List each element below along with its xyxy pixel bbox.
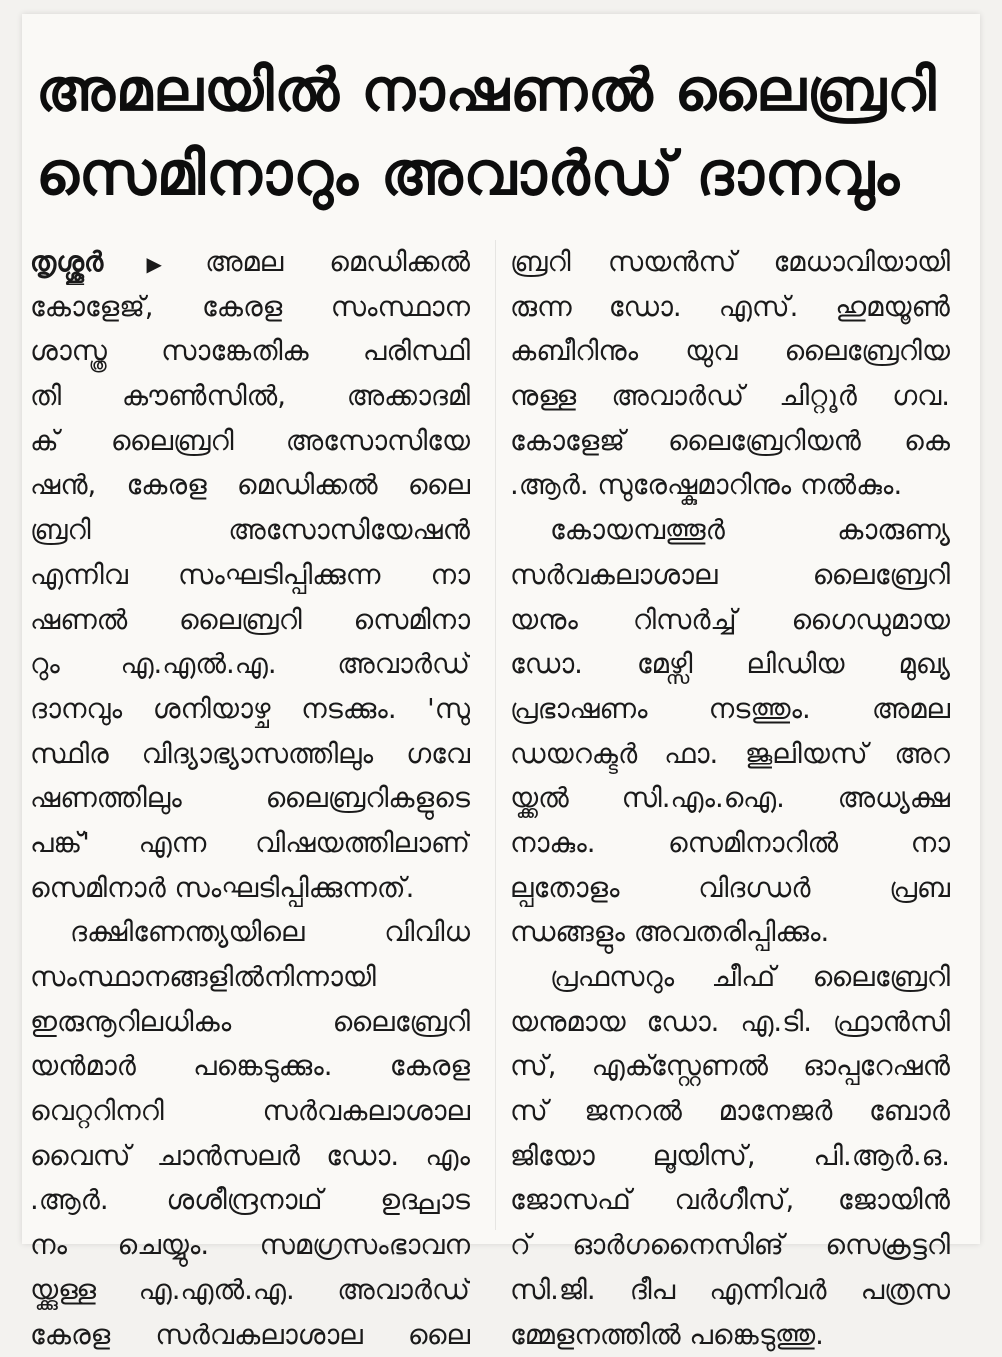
headline-line-2: സെമിനാറും അവാർഡ് ദാനവും <box>36 132 946 216</box>
paragraph-line: ഇരുനൂറിലധികം ലൈബ്രേറി <box>30 1000 470 1045</box>
paragraph-line: മ്മേളനത്തിൽ പങ്കെടുത്തു. <box>510 1313 950 1357</box>
paragraph-line: കോളേജ് ലൈബ്രേറിയൻ കെ <box>510 419 950 464</box>
paragraph-line: ദക്ഷിണേന്ത്യയിലെ വിവിധ <box>30 910 470 955</box>
paragraph-line: സ്, എക്സ്റ്റേണൽ ഓപ്പറേഷൻ <box>510 1044 950 1089</box>
paragraph-line: .ആർ. സുരേഷ്കുമാറിനും നൽകും. <box>510 463 950 508</box>
paragraph-line: ശാസ്ത്ര സാങ്കേതിക പരിസ്ഥി <box>30 329 470 374</box>
paragraph-line: റും എ.എൽ.എ. അവാർഡ് <box>30 642 470 687</box>
paragraph-line: നം ചെയ്യും. സമഗ്രസംഭാവന <box>30 1223 470 1268</box>
paragraph-line: സെമിനാർ സംഘടിപ്പിക്കുന്നത്. <box>30 866 470 911</box>
headline-line-1: അമലയിൽ നാഷണൽ ലൈബ്രറി <box>36 48 946 132</box>
paragraph-line: സി.ജി. ദീപ എന്നിവർ പത്രസ <box>510 1268 950 1313</box>
paragraph-line: എന്നിവ സംഘടിപ്പിക്കുന്ന നാ <box>30 553 470 598</box>
paragraph-line: യ്ക്കുള്ള എ.എൽ.എ. അവാർഡ് <box>30 1268 470 1313</box>
paragraph-line: പങ്ക്' എന്ന വിഷയത്തിലാണ് <box>30 821 470 866</box>
paragraph-line: കോളേജ്, കേരള സംസ്ഥാന <box>30 285 470 330</box>
paragraph-line: രുന്ന ഡോ. എസ്. ഹുമയൂൺ <box>510 285 950 330</box>
paragraph-line: യനും റിസർച്ച് ഗൈഡുമായ <box>510 598 950 643</box>
paragraph-line: നാകും. സെമിനാറിൽ നാ <box>510 821 950 866</box>
paragraph-line <box>30 240 470 285</box>
paragraph-line: ക് ലൈബ്രറി അസോസിയേ <box>30 419 470 464</box>
paragraph-line: ന്ധങ്ങളും അവതരിപ്പിക്കും. <box>510 910 950 955</box>
paragraph-line: ഡയറക്ടർ ഫാ. ജൂലിയസ് അറ <box>510 732 950 777</box>
dateline-arrow-icon: ▶ <box>109 252 199 276</box>
article-column-right <box>510 240 950 1357</box>
paragraph-line: യ്ക്കൽ സി.എം.ഐ. അധ്യക്ഷ <box>510 776 950 821</box>
paragraph-line: നുള്ള അവാർഡ് ചിറ്റൂർ ഗവ. <box>510 374 950 419</box>
paragraph-line: പ്രഫസറും ചീഫ് ലൈബ്രേറി <box>510 955 950 1000</box>
article-column-left <box>30 240 470 1357</box>
headline <box>36 48 946 216</box>
paragraph-line: റ് ഓർഗനൈസിങ് സെക്രട്ടറി <box>510 1223 950 1268</box>
paragraph-line: യൻമാർ പങ്കെടുക്കും. കേരള <box>30 1044 470 1089</box>
paragraph-line: ഷൻ, കേരള മെഡിക്കൽ ലൈ <box>30 463 470 508</box>
paragraph-line: .ആർ. ശശീന്ദ്രനാഥ് ഉദ്ഘാട <box>30 1178 470 1223</box>
paragraph-line: യനുമായ ഡോ. എ.ടി. ഫ്രാൻസി <box>510 1000 950 1045</box>
paragraph-line: വൈസ് ചാൻസലർ ഡോ. എം <box>30 1134 470 1179</box>
paragraph-line: തി കൗൺസിൽ, അക്കാദമി <box>30 374 470 419</box>
paragraph-line: കബീറിനും യുവ ലൈബ്രേറിയ <box>510 329 950 374</box>
paragraph-line: ഷണത്തിലും ലൈബ്രറികളുടെ <box>30 776 470 821</box>
paragraph-line: ല്പതോളം വിദഗ്ധർ പ്രബ <box>510 866 950 911</box>
paragraph-line: സർവകലാശാല ലൈബ്രേറി <box>510 553 950 598</box>
paragraph-line: ദാനവും ശനിയാഴ്ച നടക്കും. 'സു <box>30 687 470 732</box>
paragraph-line: ജോസഫ് വർഗീസ്, ജോയിൻ <box>510 1178 950 1223</box>
paragraph-line: ജിയോ ലൂയിസ്, പി.ആർ.ഒ. <box>510 1134 950 1179</box>
paragraph-line: വെറ്ററിനറി സർവകലാശാല <box>30 1089 470 1134</box>
paragraph-line: കോയമ്പത്തൂർ കാരുണ്യ <box>510 508 950 553</box>
paragraph-line: സ് ജനറൽ മാനേജർ ബോർ <box>510 1089 950 1134</box>
column-divider <box>495 240 496 1230</box>
paragraph-line: കേരള സർവകലാശാല ലൈ <box>30 1313 470 1357</box>
paragraph-line: സംസ്ഥാനങ്ങളിൽനിന്നായി <box>30 955 470 1000</box>
paragraph-line: ബ്രറി സയൻസ് മേധാവിയായി <box>510 240 950 285</box>
dateline-place: തൃശ്ശൂർ <box>30 246 103 278</box>
paragraph-line: ഡോ. മേഴ്സി ലിഡിയ മുഖ്യ <box>510 642 950 687</box>
article-text: അമല മെഡിക്കൽ <box>205 246 470 278</box>
paragraph-line: ഷണൽ ലൈബ്രറി സെമിനാ <box>30 598 470 643</box>
paragraph-line: പ്രഭാഷണം നടത്തും. അമല <box>510 687 950 732</box>
paragraph-line: സ്ഥിര വിദ്യാഭ്യാസത്തിലും ഗവേ <box>30 732 470 777</box>
paragraph-line: ബ്രറി അസോസിയേഷൻ <box>30 508 470 553</box>
